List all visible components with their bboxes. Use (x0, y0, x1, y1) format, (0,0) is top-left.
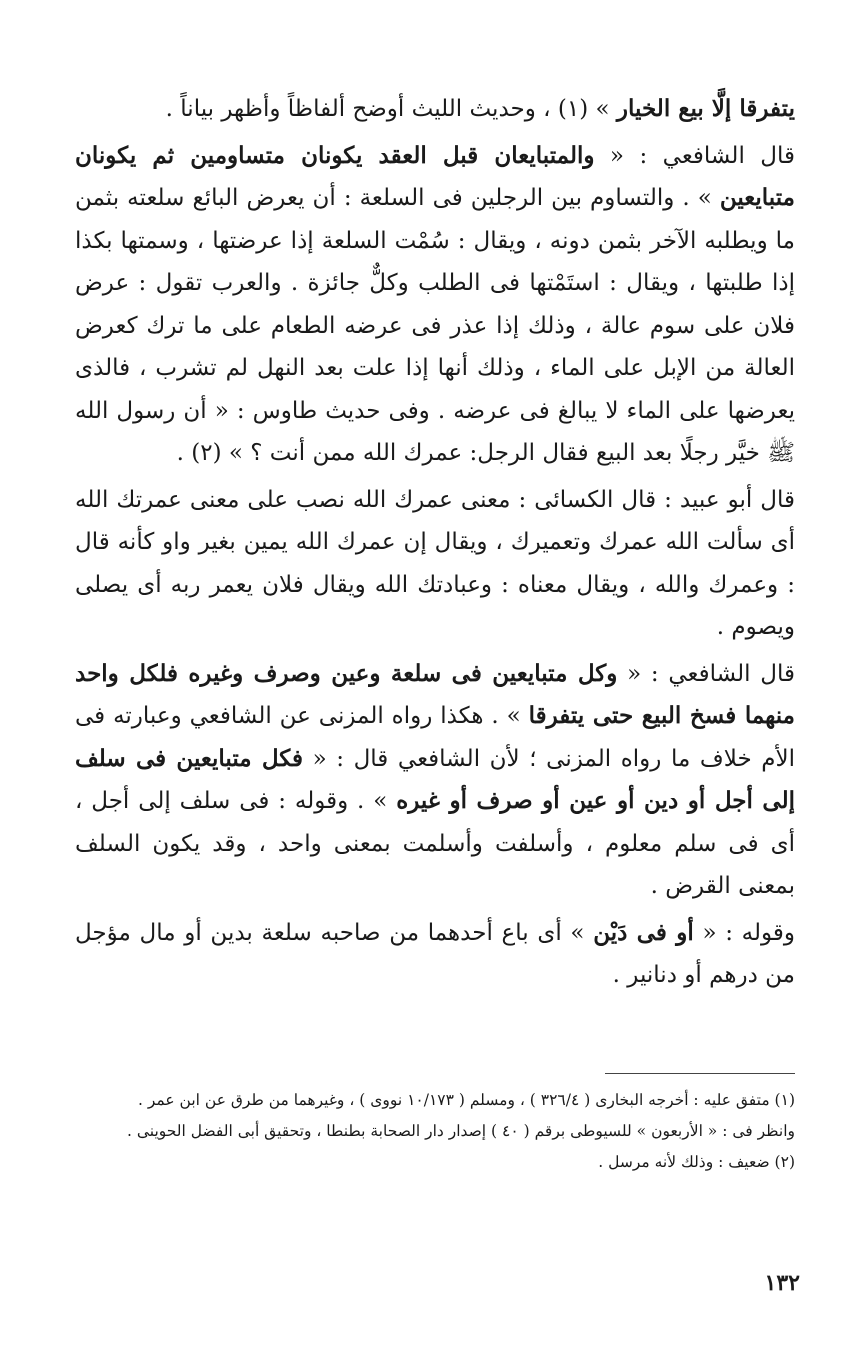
footnote-1: (١) متفق عليه : أخرجه البخارى ( ٣٢٦/٤ ) ، ومسلم ( ١٠/١٧٣ نووى ) ، وغيرهما من طرق عن ابن عمر . (138, 1091, 795, 1109)
paragraph-text: » . هكذا رواه المزنى عن الشافعي وعبارته فى الأم خلاف ما رواه المزنى ؛ لأن الشافعي قال : « (75, 703, 795, 772)
footnote-divider (605, 1073, 795, 1074)
paragraph-3: قال أبو عبيد : قال الكسائى : معنى عمرك الله نصب على معنى عمرتك الله أى سألت الله عمرك وتعميرك ، ويقال إن عمرك الله يمين بغير واو كأنه قال : وعمرك والله ، ويقال معناه : وعبادتك الله ويقال فلان يعمر ربه أى يصلى ويصوم . (75, 486, 795, 640)
umm-quote: فكل متبايعين فى سلف إلى أجل أو دين أو عين أو صرف أو غيره (75, 744, 795, 814)
paragraph-5 (75, 912, 795, 997)
paragraph-1 (75, 88, 795, 131)
page-number: ١٣٢ (764, 1270, 800, 1296)
paragraph-text: » أى باع أحدهما من صاحبه سلعة بدين أو مال مؤجل من درهم أو دنانير . (75, 919, 795, 988)
paragraph-intro: وقوله : « (693, 919, 796, 946)
footnote-1-continuation: وانظر فى : « الأربعون » للسيوطى برقم ( ٤٠ ) إصدار دار الصحابة بطنطا ، وتحقيق أبى الفضل الحوينى . (127, 1122, 795, 1140)
shafii-quote: وكل متبايعين فى سلعة وعين وصرف وغيره فلكل واحد منهما فسخ البيع حتى يتفرقا (75, 659, 795, 729)
paragraph-2 (75, 135, 795, 475)
paragraph-4 (75, 653, 795, 908)
paragraph-intro: قال الشافعي : « (617, 660, 795, 687)
main-text (75, 88, 795, 997)
paragraph-intro: قال الشافعي : « (594, 142, 795, 169)
paragraph-text: » . وقوله : فى سلف إلى أجل ، أى فى سلم معلوم ، وأسلفت وأسلمت بمعنى واحد ، وقد يكون السلف بمعنى القرض . (75, 788, 795, 899)
shafii-quote: والمتبايعان قبل العقد يكونان متساومين ثم يكونان متبايعين (75, 141, 795, 211)
footnotes (75, 1085, 795, 1178)
quoted-term: أو فى دَيْن (593, 918, 694, 946)
hadith-quote: يتفرقا إلَّا بيع الخيار (616, 95, 795, 122)
paragraph-text: » . والتساوم بين الرجلين فى السلعة : أن يعرض البائع سلعته بثمن ما ويطلبه الآخر بثمن دونه ، ويقال : سُمْت السلعة إذا عرضتها ، وسمتها بكذا إذا طلبتها ، ويقال : استَمْتها فى الطلب وكلٌّ جائزة . والعرب تقول : عرض فلان على سوم عالة ، وذلك إذا عذر فى عرضه الطعام على ما ترك كعرض العالة من الإبل على الماء ، وذلك أنها إذا علت بعد النهل لم تشرب ، فالذى يعرضها على الماء لا يبالغ فى عرضه . وفى حديث طاوس : « أن رسول الله ﷺ خيَّر رجلًا بعد البيع فقال الرجل: عمرك الله ممن أنت ؟ » (٢) . (75, 185, 795, 466)
paragraph-text: » (١) ، وحديث الليث أوضح ألفاظاً وأظهر بياناً . (165, 96, 617, 122)
footnote-2: (٢) ضعيف : وذلك لأنه مرسل . (598, 1153, 795, 1171)
